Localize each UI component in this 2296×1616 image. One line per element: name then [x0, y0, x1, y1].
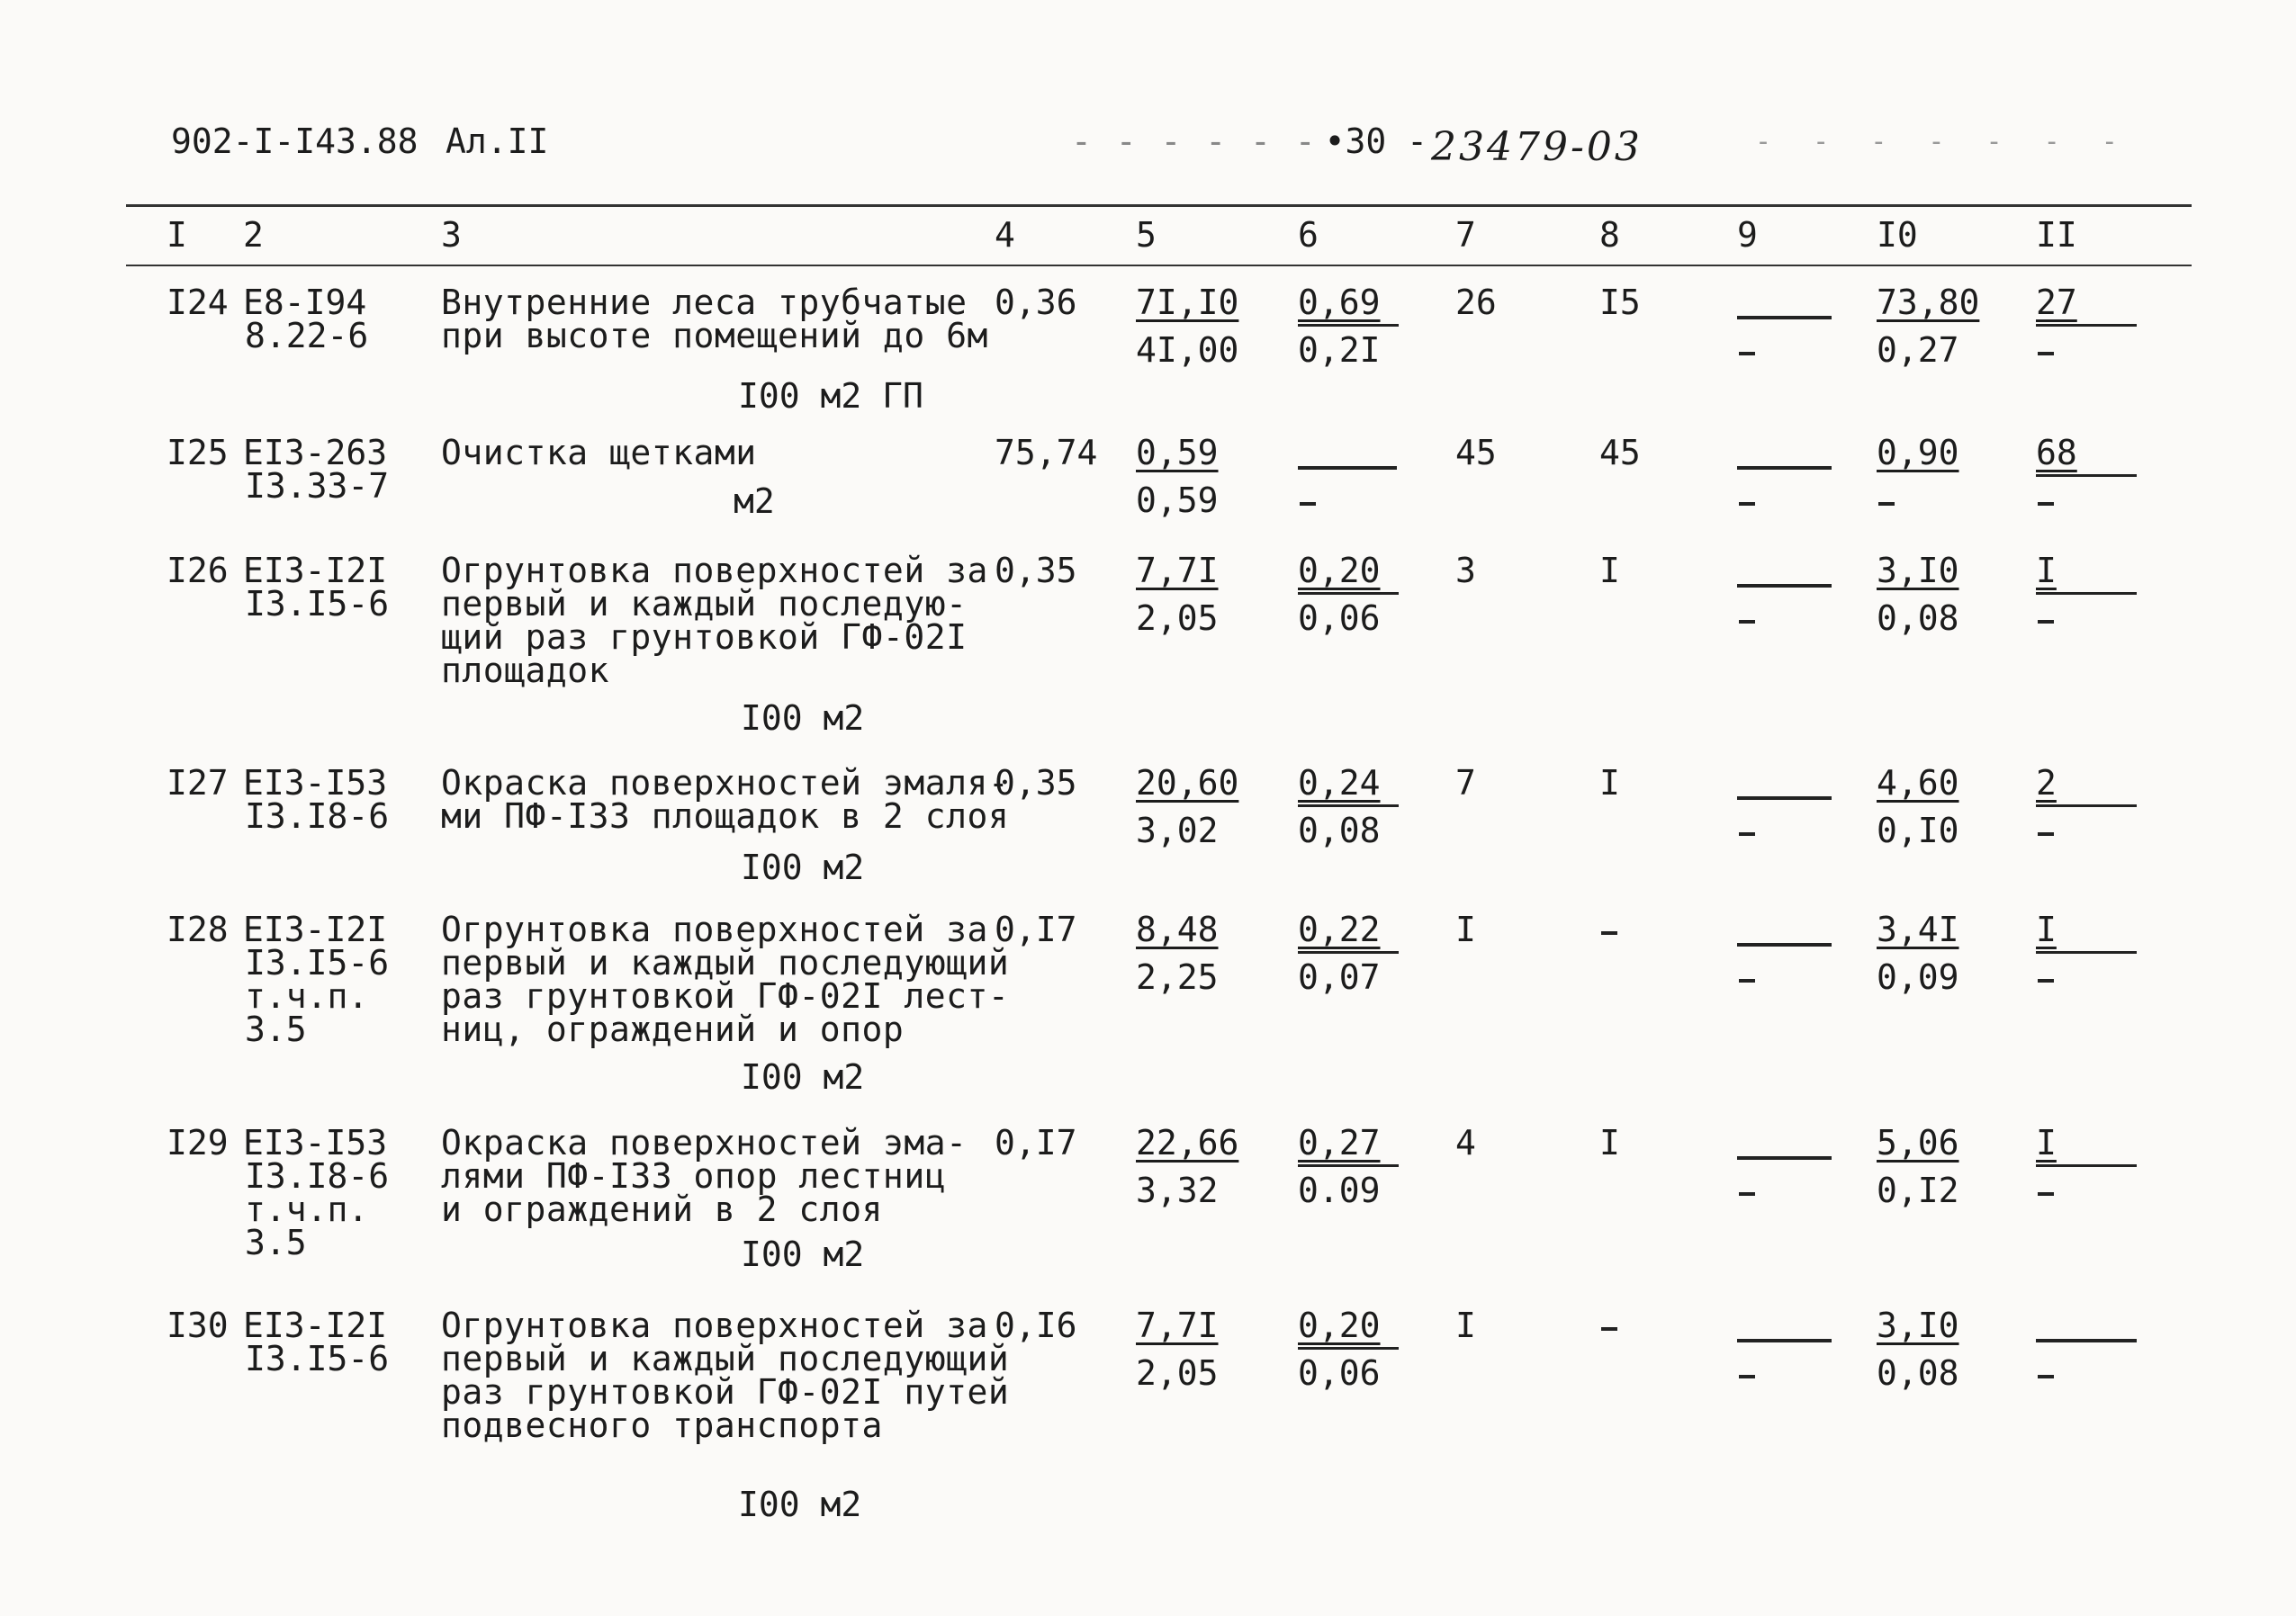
wage-cost-underline: [1298, 1164, 1399, 1167]
col-11-value-underline: [2036, 1164, 2137, 1167]
column-header-1: I: [167, 215, 187, 255]
page-number: - - - •30 -: [1071, 121, 1427, 161]
col-9-value-dash: [1739, 502, 1755, 506]
col-11-value: I: [2036, 910, 2057, 949]
col-7-value: I: [1455, 910, 1476, 949]
quantity: 0,I6: [995, 1306, 1077, 1345]
unit-cost: 2,05: [1136, 1353, 1219, 1393]
column-header-10: I0: [1877, 215, 1918, 255]
col-11-value-dash: [2038, 1375, 2054, 1378]
col-9-value-dash: [1739, 1375, 1755, 1378]
wage-cost: 0,27: [1298, 1123, 1381, 1163]
total-cost-dash: [1878, 502, 1895, 506]
unit-cost: 4I,00: [1136, 330, 1239, 370]
measure-unit: I00 м2: [741, 698, 865, 738]
work-description: первый и каждый последующий: [441, 1339, 1010, 1378]
row-number: I24: [167, 283, 229, 322]
quantity: 0,I7: [995, 910, 1077, 949]
quantity: 75,74: [995, 433, 1098, 472]
total-cost: 0,I0: [1877, 811, 1959, 850]
col-9-value-dash: [1737, 796, 1832, 800]
column-header-4: 4: [995, 215, 1015, 255]
norm-code: I3.I5-6: [245, 584, 390, 624]
row-number: I27: [167, 763, 229, 803]
total-cost: 73,80: [1877, 283, 1980, 322]
col-9-value-dash: [1739, 352, 1755, 355]
column-header-11: II: [2036, 215, 2077, 255]
col-9-value-dash: [1737, 943, 1832, 947]
norm-code: I3.I8-6: [245, 796, 390, 836]
total-cost: 4,60: [1877, 763, 1959, 803]
column-header-7: 7: [1455, 215, 1476, 255]
total-cost: 3,I0: [1877, 551, 1959, 590]
col-9-value-dash: [1737, 584, 1832, 588]
total-cost: 0,I2: [1877, 1171, 1959, 1210]
col-11-value-underline: [2036, 324, 2137, 327]
wage-cost: 0,69: [1298, 283, 1381, 322]
work-description: щий раз грунтовкой ГФ-02I: [441, 617, 968, 657]
wage-cost: 0,2I: [1298, 330, 1381, 370]
work-description: ниц, ограждений и опор: [441, 1010, 905, 1049]
norm-code: 3.5: [245, 1223, 307, 1262]
wage-cost-underline: [1298, 592, 1399, 595]
wage-cost-underline: [1298, 804, 1399, 807]
quantity: 0,35: [995, 551, 1077, 590]
work-description: Огрунтовка поверхностей за: [441, 910, 988, 949]
unit-cost: 2,25: [1136, 957, 1219, 997]
norm-code: 3.5: [245, 1010, 307, 1049]
col-7-value: I: [1455, 1306, 1476, 1345]
col-7-value: 26: [1455, 283, 1497, 322]
norm-code: I3.I5-6: [245, 1339, 390, 1378]
measure-unit: I00 м2: [741, 1057, 865, 1097]
col-11-value-dash: [2038, 620, 2054, 624]
unit-cost: 20,60: [1136, 763, 1239, 803]
col-9-value-dash: [1737, 316, 1832, 319]
norm-code: I3.I8-6: [245, 1156, 390, 1196]
col-8-dash: [1601, 1327, 1617, 1331]
norm-code: E8-I94: [243, 283, 367, 322]
col-7-value: 7: [1455, 763, 1476, 803]
row-number: I25: [167, 433, 229, 472]
handwritten-number: 23479-03: [1431, 124, 1643, 170]
col-11-value-dash: [2038, 1192, 2054, 1196]
work-description: лями ПФ-I33 опор лестниц: [441, 1156, 947, 1196]
total-cost: 0,27: [1877, 330, 1959, 370]
norm-code: т.ч.п.: [245, 976, 369, 1016]
decorative-dashes: - - - - - - -: [1755, 126, 2130, 157]
work-description: и ограждений в 2 слоя: [441, 1190, 883, 1229]
norm-code: EI3-I53: [243, 1123, 388, 1163]
total-cost: 3,I0: [1877, 1306, 1959, 1345]
wage-cost: 0.09: [1298, 1171, 1381, 1210]
col-11-value-dash: [2038, 832, 2054, 836]
col-11-value-underline: [2036, 474, 2137, 477]
col-11-value: 2: [2036, 763, 2057, 803]
total-cost: 3,4I: [1877, 910, 1959, 949]
total-cost: 0,08: [1877, 1353, 1959, 1393]
work-description: при высоте помещений до 6м: [441, 316, 988, 355]
doc-code: 902-I-I43.88: [171, 121, 419, 161]
column-header-8: 8: [1599, 215, 1620, 255]
col-11-value: 68: [2036, 433, 2077, 472]
quantity: 0,36: [995, 283, 1077, 322]
work-description: Окраска поверхностей эмаля-: [441, 763, 1010, 803]
wage-cost: 0,08: [1298, 811, 1381, 850]
col-9-value-dash: [1737, 1156, 1832, 1160]
work-description: первый и каждый последую-: [441, 584, 968, 624]
total-cost: 0,90: [1877, 433, 1959, 472]
work-description: Внутренние леса трубчатые: [441, 283, 968, 322]
row-number: I30: [167, 1306, 229, 1345]
work-description: Огрунтовка поверхностей за: [441, 1306, 988, 1345]
unit-cost: 3,32: [1136, 1171, 1219, 1210]
wage-cost-underline: [1298, 1347, 1399, 1350]
norm-code: EI3-I2I: [243, 1306, 388, 1345]
col-11-value: 27: [2036, 283, 2077, 322]
unit-cost: 2,05: [1136, 598, 1219, 638]
total-cost: 0,09: [1877, 957, 1959, 997]
measure-unit: I00 м2: [741, 1234, 865, 1274]
col-8-value: I: [1599, 551, 1620, 590]
norm-code: EI3-I53: [243, 763, 388, 803]
work-description: раз грунтовкой ГФ-02I лест-: [441, 976, 1010, 1016]
norm-code: 8.22-6: [245, 316, 369, 355]
wage-cost: 0,06: [1298, 598, 1381, 638]
row-number: I29: [167, 1123, 229, 1163]
work-description: Окраска поверхностей эма-: [441, 1123, 968, 1163]
wage-cost-dash: [1298, 466, 1397, 470]
col-11-value-dash: [2038, 352, 2054, 355]
norm-code: I3.I5-6: [245, 943, 390, 983]
col-9-value-dash: [1739, 979, 1755, 983]
unit-cost: 8,48: [1136, 910, 1219, 949]
unit-cost: 0,59: [1136, 433, 1219, 472]
column-header-2: 2: [243, 215, 264, 255]
col-8-value: I: [1599, 763, 1620, 803]
total-cost: 5,06: [1877, 1123, 1959, 1163]
work-description: подвесного транспорта: [441, 1405, 883, 1445]
unit-cost: 7I,I0: [1136, 283, 1239, 322]
row-number: I26: [167, 551, 229, 590]
col-8-value: 45: [1599, 433, 1641, 472]
col-9-value-dash: [1739, 832, 1755, 836]
column-header-9: 9: [1737, 215, 1758, 255]
col-8-dash: [1601, 931, 1617, 935]
unit-cost: 7,7I: [1136, 551, 1219, 590]
norm-code: EI3-I2I: [243, 910, 388, 949]
col-11-value-dash: [2036, 1339, 2137, 1342]
wage-cost: 0,20: [1298, 551, 1381, 590]
unit-cost: 22,66: [1136, 1123, 1239, 1163]
wage-cost-underline: [1298, 324, 1399, 327]
quantity: 0,35: [995, 763, 1077, 803]
wage-cost-dash: [1300, 502, 1316, 506]
norm-code: т.ч.п.: [245, 1190, 369, 1229]
measure-unit: I00 м2: [738, 1485, 862, 1524]
norm-code: EI3-263: [243, 433, 388, 472]
col-7-value: 4: [1455, 1123, 1476, 1163]
table-top-rule: [126, 204, 2192, 207]
work-description: раз грунтовкой ГФ-02I путей: [441, 1372, 1010, 1412]
column-header-6: 6: [1298, 215, 1319, 255]
col-8-value: I: [1599, 1123, 1620, 1163]
total-cost: 0,08: [1877, 598, 1959, 638]
unit-cost: 7,7I: [1136, 1306, 1219, 1345]
measure-unit: I00 м2: [741, 848, 865, 887]
col-9-value-dash: [1739, 1192, 1755, 1196]
col-9-value-dash: [1737, 466, 1832, 470]
unit-cost: 0,59: [1136, 480, 1219, 520]
row-number: I28: [167, 910, 229, 949]
column-header-5: 5: [1136, 215, 1157, 255]
work-description: ми ПФ-I33 площадок в 2 слоя: [441, 796, 1010, 836]
work-description: Огрунтовка поверхностей за: [441, 551, 988, 590]
wage-cost: 0,07: [1298, 957, 1381, 997]
work-description: Очистка щетками: [441, 433, 757, 472]
wage-cost: 0,20: [1298, 1306, 1381, 1345]
work-description: первый и каждый последующий: [441, 943, 1010, 983]
sheet-label: Ал.II: [446, 121, 549, 161]
quantity: 0,I7: [995, 1123, 1077, 1163]
norm-code: I3.33-7: [245, 466, 390, 506]
wage-cost: 0,06: [1298, 1353, 1381, 1393]
col-7-value: 3: [1455, 551, 1476, 590]
measure-unit: м2: [734, 481, 775, 521]
col-8-value: I5: [1599, 283, 1641, 322]
col-9-value-dash: [1737, 1339, 1832, 1342]
col-11-value: I: [2036, 1123, 2057, 1163]
col-9-value-dash: [1739, 620, 1755, 624]
column-header-3: 3: [441, 215, 462, 255]
measure-unit: I00 м2 ГП: [738, 376, 923, 416]
col-11-value-underline: [2036, 592, 2137, 595]
col-11-value-underline: [2036, 951, 2137, 954]
col-11-value: I: [2036, 551, 2057, 590]
col-11-value-dash: [2038, 979, 2054, 983]
col-11-value-underline: [2036, 804, 2137, 807]
wage-cost: 0,24: [1298, 763, 1381, 803]
unit-cost: 3,02: [1136, 811, 1219, 850]
wage-cost: 0,22: [1298, 910, 1381, 949]
norm-code: EI3-I2I: [243, 551, 388, 590]
col-11-value-dash: [2038, 502, 2054, 506]
wage-cost-underline: [1298, 951, 1399, 954]
work-description: площадок: [441, 651, 610, 690]
col-7-value: 45: [1455, 433, 1497, 472]
table-header-rule: [126, 265, 2192, 266]
